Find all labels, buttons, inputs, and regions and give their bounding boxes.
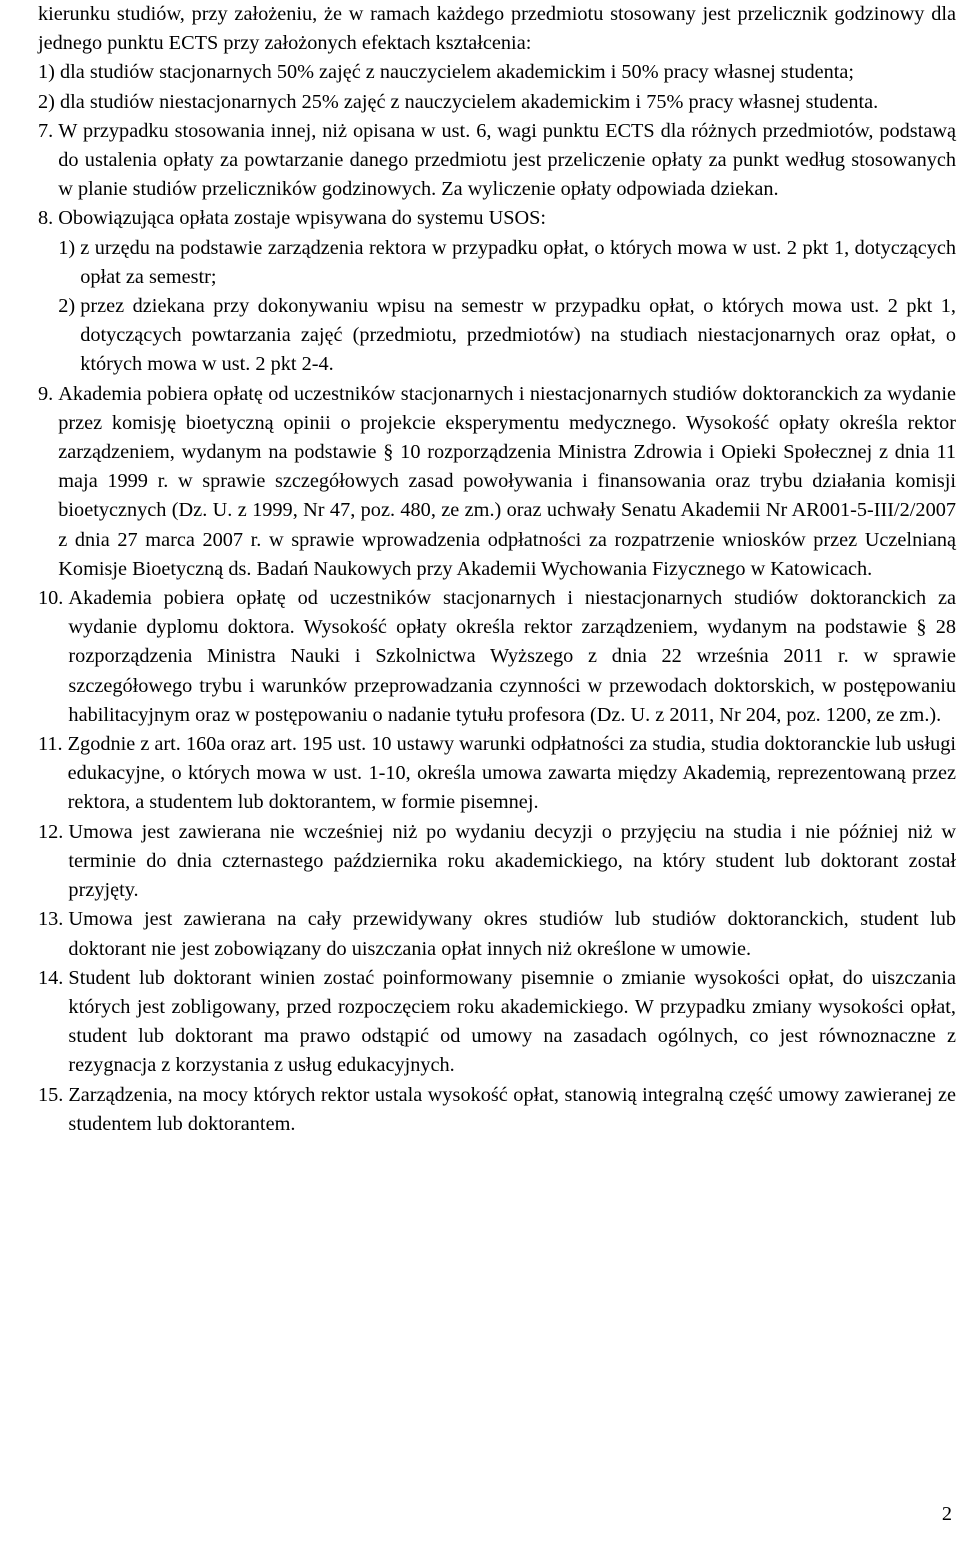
clause-9 — [38, 380, 956, 584]
clause-number: 15. — [38, 1083, 69, 1106]
list-text: przez dziekana przy dokonywaniu wpisu na semestr w przypadku opłat, o których mowa ust. 2 pkt 1, dotyczących powtarzania zajęć (przedmiotu, przedmiotów) na studiach niestacjonarnych oraz opłat, o których mowa w ust. 2 pkt 2-4. — [80, 295, 956, 376]
clause-text: Zarządzenia, na mocy których rektor ustala wysokość opłat, stanowią integralną część umowy zawieranej ze studentem lub doktorantem. — [68, 1083, 956, 1135]
clause-number: 10. — [38, 587, 69, 610]
clause-text: Akademia pobiera opłatę od uczestników stacjonarnych i niestacjonarnych studiów doktoranckich za wydanie dyplomu doktora. Wysokość opłaty określa rektor zarządzeniem, wydanym na podstawie § 28 rozporządzenia Ministra Nauki i Szkolnictwa Wyższego z dnia 22 września 2011 r. w sprawie szczegółowego trybu i warunków przeprowadzania czynności w przewodach doktorskich, w postępowaniu habilitacyjnym oraz w postępowaniu o nadanie tytułu profesora (Dz. U. z 2011, Nr 204, poz. 1200, ze zm.). — [68, 587, 956, 726]
page-number: 2 — [941, 1503, 952, 1525]
clause-text: Akademia pobiera opłatę od uczestników stacjonarnych i niestacjonarnych studiów doktoranckich za wydanie przez komisję bioetyczną opinii o projekcie eksperymentu medycznego. Wysokość opłaty określa rektor zarządzeniem, wydanym na podstawie § 10 rozporządzenia Ministra Zdrowia i Opieki Społecznej z dnia 11 maja 1999 r. w sprawie szczegółowych zasad powoływania i finansowania oraz trybu działania komisji bioetycznych (Dz. U. z 1999, Nr 47, poz. 480, ze zm.) oraz uchwały Senatu Akademii Nr AR001-5-III/2/2007 z dnia 27 marca 2007 r. w sprawie wprowadzenia odpłatności za rozpatrzenie wniosków przez Uczelnianą Komisje Bioetyczną ds. Badań Naukowych przy Akademii Wychowania Fizycznego w Katowicach. — [58, 382, 956, 580]
clause-13 — [38, 905, 956, 963]
list-number: 2) — [58, 295, 81, 318]
clause-8-subitem — [58, 234, 956, 292]
clause-text: Umowa jest zawierana na cały przewidywany okres studiów lub studiów doktoranckich, student lub doktorant nie jest zobowiązany do uiszczania opłat innych niż określone w umowie. — [68, 908, 956, 960]
list-number: 1) — [38, 61, 60, 84]
clause-number: 9. — [38, 382, 59, 405]
list-number: 1) — [58, 236, 81, 259]
clause-number: 13. — [38, 908, 69, 931]
clause-12 — [38, 818, 956, 906]
clause-text: Student lub doktorant winien zostać poinformowany pisemnie o zmianie wysokości opłat, do uiszczania których jest zobligowany, przed rozpoczęciem roku akademickiego. W przypadku zmiany wysokości opłat, student lub doktorant ma prawo odstąpić od umowy na zasadach ogólnych, co jest równoznaczne z rezygnacja z korzystania z usług edukacyjnych. — [68, 966, 956, 1077]
document-page — [38, 0, 956, 1139]
clause-8-subitem — [58, 292, 956, 380]
list-text: dla studiów stacjonarnych 50% zajęć z nauczycielem akademickim i 50% pracy własnej studenta; — [59, 61, 855, 84]
clause-text: Zgodnie z art. 160a oraz art. 195 ust. 10 ustawy warunki odpłatności za studia, studia doktoranckie lub usługi edukacyjne, o których mowa w ust. 1-10, określa umowa zawarta między Akademią, reprezentowaną przez rektora, a studentem lub doktorantem, w formie pisemnej. — [67, 733, 956, 814]
clause-number: 8. — [38, 207, 59, 230]
clause-number: 7. — [38, 119, 59, 142]
clause-10 — [38, 584, 956, 730]
clause-number: 11. — [38, 733, 68, 756]
clause-text: Umowa jest zawierana nie wcześniej niż po wydaniu decyzji o przyjęciu na studia i nie później niż w terminie do dnia czternastego października roku akademickiego, na który student lub doktorant został przyjęty. — [68, 820, 956, 902]
clause-number: 14. — [38, 966, 69, 989]
intro-list-item — [38, 88, 956, 117]
clause-11 — [38, 730, 956, 818]
clause-7 — [38, 117, 956, 205]
list-text: dla studiów niestacjonarnych 25% zajęć z nauczycielem akademickim i 75% pracy własnej studenta. — [59, 90, 879, 113]
clause-15 — [38, 1081, 956, 1139]
intro-paragraph: kierunku studiów, przy założeniu, że w ramach każdego przedmiotu stosowany jest przelicznik godzinowy dla jednego punktu ECTS przy założonych efektach kształcenia: — [38, 3, 956, 55]
clause-text: Obowiązująca opłata zostaje wpisywana do systemu USOS: — [58, 207, 547, 230]
clause-8 — [38, 204, 956, 379]
clause-body — [58, 204, 956, 379]
intro-list-item — [38, 58, 956, 87]
clause-number: 12. — [38, 820, 69, 843]
list-number: 2) — [38, 90, 60, 113]
list-text: z urzędu na podstawie zarządzenia rektora w przypadku opłat, o których mowa w ust. 2 pkt 1, dotyczących opłat za semestr; — [80, 236, 956, 288]
clause-14 — [38, 964, 956, 1081]
clause-text: W przypadku stosowania innej, niż opisana w ust. 6, wagi punktu ECTS dla różnych przedmiotów, podstawą do ustalenia opłaty za powtarzanie danego przedmiotu jest przeliczenie opłaty za punkt według stosowanych w planie studiów przeliczników godzinowych. Za wyliczenie opłaty odpowiada dziekan. — [58, 119, 956, 201]
